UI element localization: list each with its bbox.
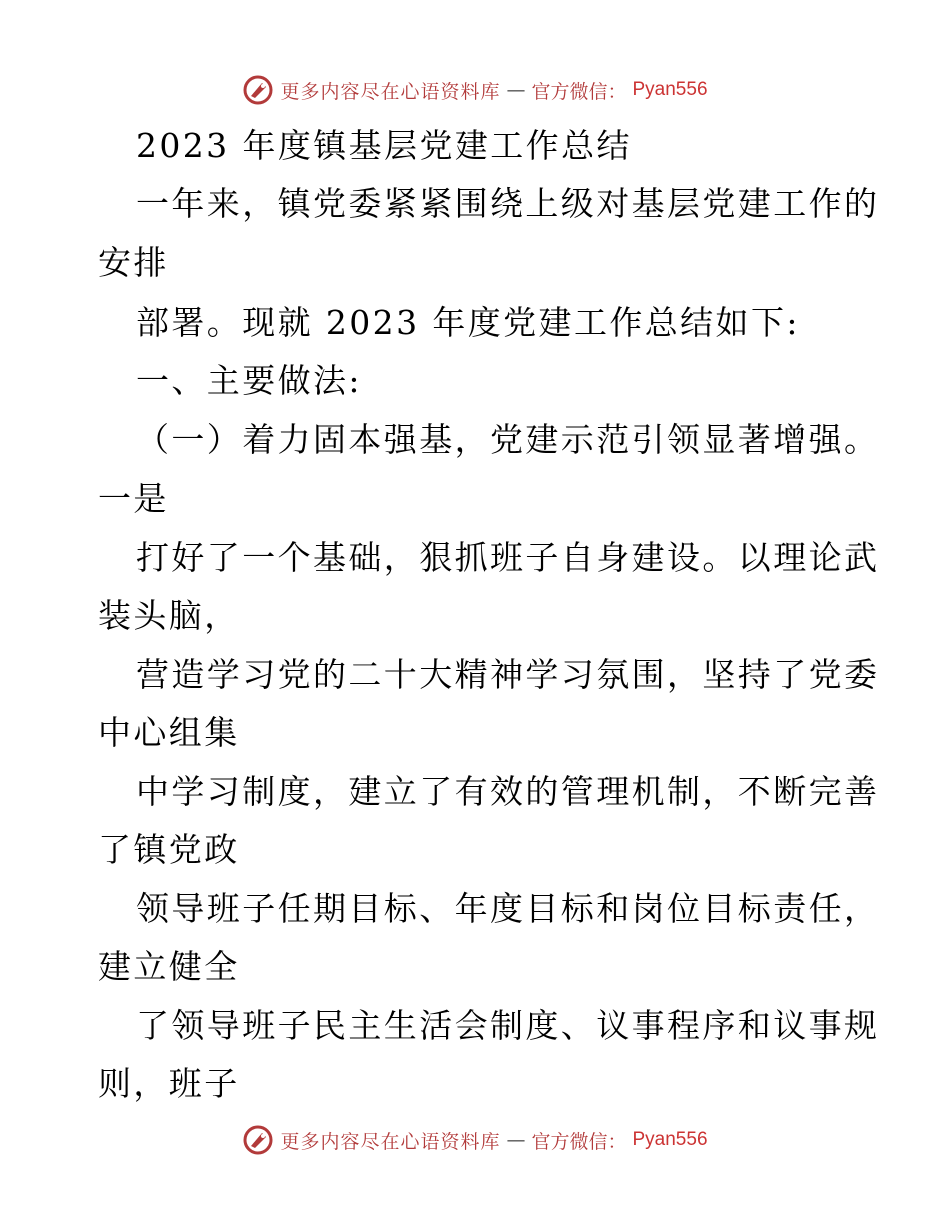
banner-dash: —: [506, 1129, 526, 1151]
subsection-heading: （一）着力固本强基，党建示范引领显著增强。: [136, 420, 880, 459]
paragraph-line: 一年来，镇党委紧紧围绕上级对基层党建工作的: [136, 184, 880, 223]
paragraph-line: 了领导班子民主生活会制度、议事程序和议事规: [136, 1006, 880, 1045]
paragraph-line: 一是: [98, 479, 169, 518]
paragraph-line: 领导班子任期目标、年度目标和岗位目标责任，: [136, 889, 880, 928]
paragraph-line: 中学习制度，建立了有效的管理机制，不断完善: [136, 772, 880, 811]
banner-main-text: 更多内容尽在心语资料库: [280, 1130, 501, 1153]
paragraph-line: 部署。现就 2023 年度党建工作总结如下:: [136, 303, 800, 342]
banner-dash: —: [506, 79, 526, 101]
document-title: 2023 年度镇基层党建工作总结: [136, 126, 632, 165]
paragraph-line: 中心组集: [98, 713, 240, 752]
paragraph-line: 打好了一个基础，狠抓班子自身建设。以理论武: [136, 538, 880, 577]
paragraph-line: 建立健全: [98, 947, 240, 986]
paragraph-line: 则，班子: [98, 1064, 240, 1103]
paragraph-line: 安排: [98, 243, 169, 282]
footer-banner: [0, 1120, 950, 1160]
banner-wechat-label: 官方微信：: [531, 80, 627, 103]
paragraph-line: 装头脑，: [98, 596, 240, 635]
pen-logo-icon: [242, 74, 274, 106]
banner-wechat-id: Pyan556: [632, 1129, 708, 1150]
paragraph-line: 了镇党政: [98, 830, 240, 869]
banner-wechat-id: Pyan556: [632, 79, 708, 100]
section-heading: 一、主要做法:: [136, 361, 362, 400]
header-banner: [0, 70, 950, 110]
banner-wechat-label: 官方微信：: [531, 1130, 627, 1153]
pen-logo-icon: [242, 1124, 274, 1156]
banner-main-text: 更多内容尽在心语资料库: [280, 80, 501, 103]
paragraph-line: 营造学习党的二十大精神学习氛围，坚持了党委: [136, 655, 880, 694]
